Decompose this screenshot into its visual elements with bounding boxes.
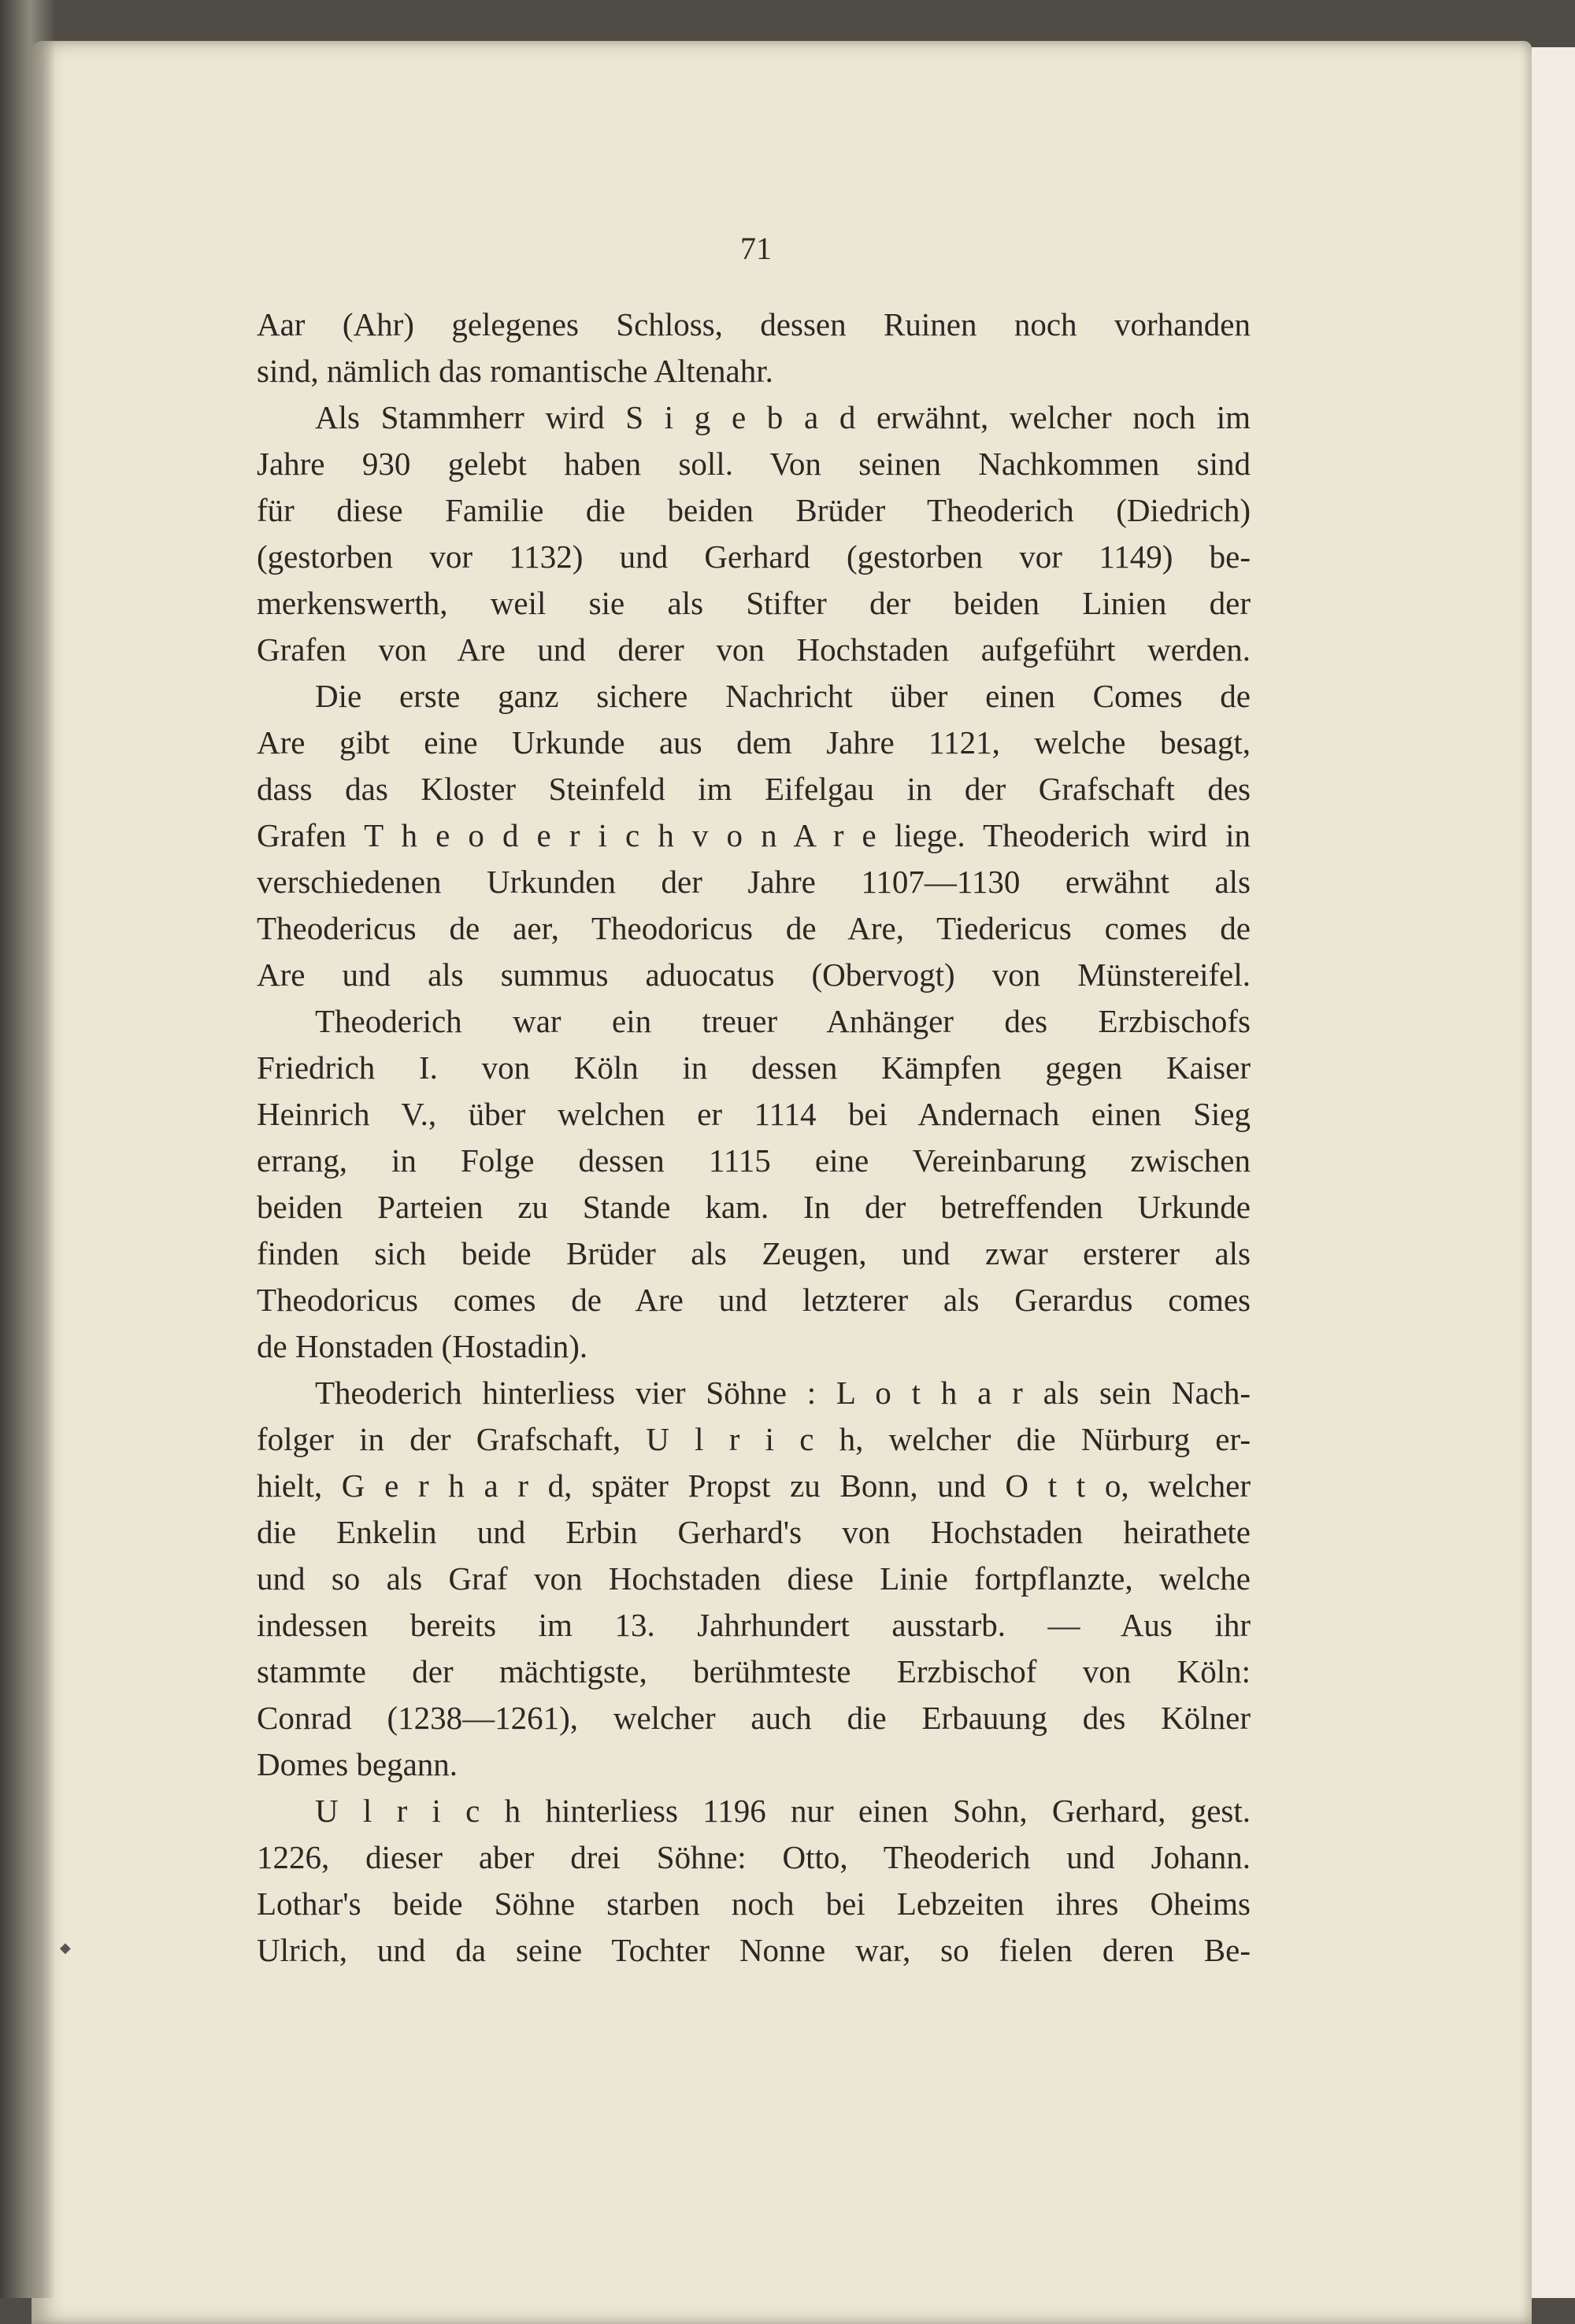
text-line: Aar (Ahr) gelegenes Schloss, dessen Ruinen noch vorhanden	[257, 306, 1251, 342]
page-edge	[1532, 47, 1575, 2298]
text-line: de Honstaden (Hostadin).	[257, 1328, 588, 1364]
text-line: sind, nämlich das romantische Altenahr.	[257, 353, 773, 389]
text-line: (gestorben vor 1132) und Gerhard (gestorben vor 1149) be-	[257, 538, 1251, 575]
text-line: Theodericus de aer, Theodoricus de Are, Tiedericus comes de	[257, 910, 1251, 946]
text-line: Heinrich V., über welchen er 1114 bei Andernach einen Sieg	[257, 1096, 1251, 1132]
text-line: merkenswerth, weil sie als Stifter der beiden Linien der	[257, 585, 1251, 621]
text-line: Theoderich war ein treuer Anhänger des Erzbischofs	[315, 1003, 1251, 1039]
text-line: Grafen von Are und derer von Hochstaden aufgeführt werden.	[257, 631, 1251, 668]
text-line: Grafen T h e o d e r i c h v o n A r e liege. Theoderich wird in	[257, 817, 1251, 853]
text-line: verschiedenen Urkunden der Jahre 1107—1130 erwähnt als	[257, 864, 1251, 900]
text-line: beiden Parteien zu Stande kam. In der betreffenden Urkunde	[257, 1189, 1251, 1225]
text-line: U l r i c h hinterliess 1196 nur einen Sohn, Gerhard, gest.	[315, 1793, 1251, 1829]
text-line: dass das Kloster Steinfeld im Eifelgau in der Grafschaft des	[257, 771, 1251, 807]
text-line: Are gibt eine Urkunde aus dem Jahre 1121, welche besagt,	[257, 724, 1251, 760]
page-number: 71	[740, 231, 772, 266]
text-line: indessen bereits im 13. Jahrhundert ausstarb. — Aus ihr	[257, 1607, 1251, 1643]
text-line: für diese Familie die beiden Brüder Theoderich (Diedrich)	[257, 492, 1251, 528]
body-text	[257, 302, 1251, 1974]
text-line: Theodoricus comes de Are und letzterer als Gerardus comes	[257, 1282, 1251, 1318]
text-line: Friedrich I. von Köln in dessen Kämpfen gegen Kaiser	[257, 1049, 1251, 1086]
text-line: errang, in Folge dessen 1115 eine Vereinbarung zwischen	[257, 1142, 1251, 1179]
text-line: Ulrich, und da seine Tochter Nonne war, so fielen deren Be-	[257, 1932, 1251, 1968]
text-line: 1226, dieser aber drei Söhne: Otto, Theoderich und Johann.	[257, 1839, 1251, 1875]
text-line: hielt, G e r h a r d, später Propst zu Bonn, und O t t o, welcher	[257, 1467, 1251, 1504]
text-line: die Enkelin und Erbin Gerhard's von Hochstaden heirathete	[257, 1514, 1251, 1550]
text-line: Lothar's beide Söhne starben noch bei Lebzeiten ihres Oheims	[257, 1885, 1251, 1922]
text-line: Domes begann.	[257, 1746, 458, 1782]
text-line: finden sich beide Brüder als Zeugen, und zwar ersterer als	[257, 1235, 1251, 1271]
text-line: Are und als summus aduocatus (Obervogt) von Münstereifel.	[257, 957, 1251, 993]
text-line: Jahre 930 gelebt haben soll. Von seinen Nachkommen sind	[257, 446, 1251, 482]
text-line: Theoderich hinterliess vier Söhne : L o t h a r als sein Nach-	[315, 1375, 1251, 1411]
text-line: und so als Graf von Hochstaden diese Linie fortpflanzte, welche	[257, 1560, 1251, 1597]
text-line: Conrad (1238—1261), welcher auch die Erbauung des Kölner	[257, 1700, 1251, 1736]
book-binding	[0, 0, 55, 2298]
text-line: folger in der Grafschaft, U l r i c h, welcher die Nürburg er-	[257, 1421, 1251, 1457]
text-line: Als Stammherr wird S i g e b a d erwähnt, welcher noch im	[315, 399, 1251, 435]
text-line: Die erste ganz sichere Nachricht über einen Comes de	[315, 678, 1251, 714]
text-line: stammte der mächtigste, berühmteste Erzbischof von Köln:	[257, 1653, 1251, 1689]
margin-mark-icon: ◆	[60, 1940, 71, 1956]
